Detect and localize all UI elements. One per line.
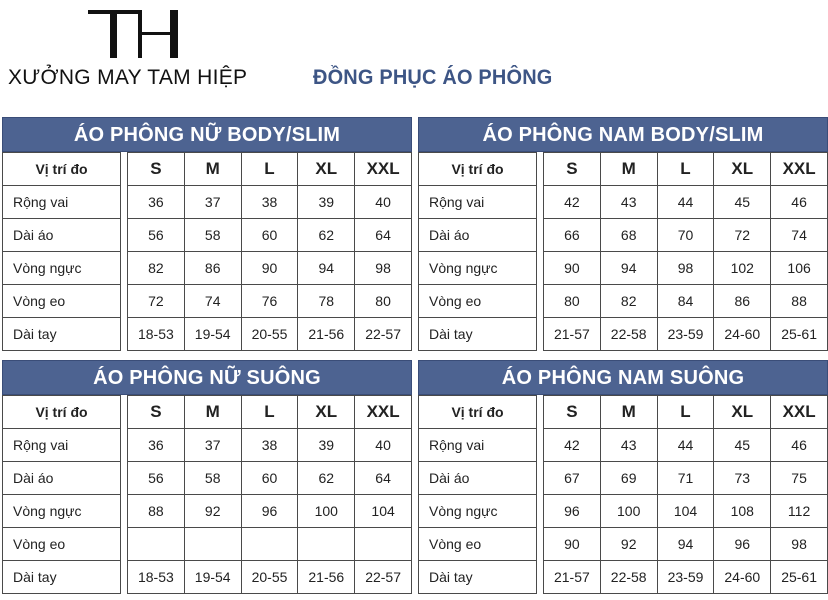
measurement-value [241,528,298,561]
size-header: L [241,153,298,186]
measurement-value: 96 [714,528,771,561]
measurement-value: 100 [600,495,657,528]
measurement-value: 94 [298,252,355,285]
measurement-value: 72 [128,285,185,318]
panel-men-body-slim [418,117,828,351]
size-header: XL [298,153,355,186]
measurement-value: 22-58 [600,318,657,351]
measurement-label: Dài tay [3,561,121,594]
measurement-value: 96 [544,495,601,528]
header-row [419,153,828,186]
measurement-label: Rộng vai [3,186,121,219]
measurement-label: Vòng ngực [3,495,121,528]
table-row [3,528,412,561]
spacer [121,153,128,186]
size-header: M [600,153,657,186]
measurement-value: 19-54 [184,561,241,594]
panel-women-loose [2,360,412,594]
measurement-value: 19-54 [184,318,241,351]
measurement-value: 74 [184,285,241,318]
measurement-value: 56 [128,219,185,252]
size-header: XXL [355,153,412,186]
measurement-value: 39 [298,429,355,462]
table-row [3,495,412,528]
measurement-value: 112 [771,495,828,528]
measurement-value: 78 [298,285,355,318]
size-header: S [128,153,185,186]
size-header: XL [714,153,771,186]
table-row [419,186,828,219]
header-row [3,396,412,429]
measurement-value: 36 [128,429,185,462]
table-row [419,495,828,528]
measurement-value: 40 [355,186,412,219]
spacer [537,561,544,594]
th-logo [86,8,182,60]
table-row [419,561,828,594]
measurement-value: 43 [600,429,657,462]
spacer [121,396,128,429]
measurement-value: 21-57 [544,561,601,594]
panel-title: ÁO PHÔNG NAM SUÔNG [418,360,828,395]
spacer [537,186,544,219]
measurement-value: 24-60 [714,318,771,351]
measurement-value: 98 [657,252,714,285]
spacer [537,153,544,186]
measurement-value: 60 [241,219,298,252]
spacer [121,186,128,219]
header-row [419,396,828,429]
measurement-value: 75 [771,462,828,495]
measurement-value: 22-57 [355,318,412,351]
measurement-value: 22-57 [355,561,412,594]
measurement-value: 18-53 [128,318,185,351]
table-row [419,252,828,285]
measurement-label: Vòng eo [3,285,121,318]
measurement-value: 58 [184,462,241,495]
panel-men-loose [418,360,828,594]
measurement-value: 94 [600,252,657,285]
measurement-value: 94 [657,528,714,561]
spacer [121,285,128,318]
table-row [419,285,828,318]
measurement-value: 64 [355,462,412,495]
measurement-label: Dài áo [3,462,121,495]
size-header: XXL [771,153,828,186]
measurement-value: 62 [298,462,355,495]
measurement-value: 64 [355,219,412,252]
measurement-value: 44 [657,429,714,462]
measurement-value: 22-58 [600,561,657,594]
size-header: S [128,396,185,429]
measurement-value: 104 [657,495,714,528]
measurement-value: 90 [544,252,601,285]
measurement-value: 90 [544,528,601,561]
measurement-value: 42 [544,429,601,462]
measurement-label: Dài áo [3,219,121,252]
panel-title: ÁO PHÔNG NAM BODY/SLIM [418,117,828,152]
spacer [537,396,544,429]
measurement-label: Dài áo [419,462,537,495]
size-header: XL [714,396,771,429]
measurement-label: Vòng eo [419,528,537,561]
measurement-label: Dài tay [419,561,537,594]
spacer [537,462,544,495]
size-header: XXL [355,396,412,429]
table-row [419,219,828,252]
measurement-value: 21-57 [544,318,601,351]
panel-title: ÁO PHÔNG NỮ SUÔNG [2,360,412,395]
measurement-value: 46 [771,186,828,219]
spacer [121,495,128,528]
measurement-value: 88 [128,495,185,528]
panel-women-body-slim [2,117,412,351]
position-header: Vị trí đo [3,153,121,186]
measurement-value [128,528,185,561]
table-row [3,252,412,285]
measurement-label: Dài áo [419,219,537,252]
table-row [3,219,412,252]
table-row [3,561,412,594]
measurement-value: 74 [771,219,828,252]
measurement-value: 90 [241,252,298,285]
measurement-value: 100 [298,495,355,528]
size-header: L [241,396,298,429]
measurement-value: 20-55 [241,318,298,351]
measurement-value: 84 [657,285,714,318]
measurement-value: 92 [184,495,241,528]
measurement-value: 88 [771,285,828,318]
measurement-value: 58 [184,219,241,252]
measurement-value: 71 [657,462,714,495]
size-header: S [544,396,601,429]
measurement-value: 45 [714,186,771,219]
table-row [3,318,412,351]
measurement-label: Rộng vai [419,429,537,462]
measurement-value: 45 [714,429,771,462]
measurement-value: 43 [600,186,657,219]
size-table [2,152,412,351]
measurement-label: Vòng eo [419,285,537,318]
measurement-value: 37 [184,186,241,219]
position-header: Vị trí đo [419,153,537,186]
measurement-value: 39 [298,186,355,219]
measurement-value: 104 [355,495,412,528]
measurement-value: 56 [128,462,185,495]
spacer [537,318,544,351]
brand-name: XƯỞNG MAY TAM HIỆP [8,66,248,89]
measurement-label: Rộng vai [3,429,121,462]
measurement-value: 37 [184,429,241,462]
size-header: L [657,396,714,429]
spacer [121,561,128,594]
header-row [3,153,412,186]
measurement-label: Vòng ngực [3,252,121,285]
spacer [121,462,128,495]
measurement-value: 72 [714,219,771,252]
size-table [418,152,828,351]
measurement-value: 25-61 [771,318,828,351]
measurement-value: 80 [544,285,601,318]
page-title: ĐỒNG PHỤC ÁO PHÔNG [313,66,553,89]
size-header: XL [298,396,355,429]
measurement-value: 23-59 [657,318,714,351]
spacer [121,318,128,351]
measurement-value: 80 [355,285,412,318]
panel-title: ÁO PHÔNG NỮ BODY/SLIM [2,117,412,152]
measurement-value: 96 [241,495,298,528]
measurement-value: 38 [241,429,298,462]
spacer [121,528,128,561]
table-row [419,429,828,462]
measurement-value [184,528,241,561]
measurement-value: 86 [714,285,771,318]
measurement-label: Rộng vai [419,186,537,219]
measurement-value: 82 [128,252,185,285]
measurement-value: 86 [184,252,241,285]
size-header: M [184,153,241,186]
measurement-value: 73 [714,462,771,495]
measurement-label: Vòng ngực [419,252,537,285]
spacer [121,429,128,462]
table-row [419,462,828,495]
table-row [419,528,828,561]
measurement-value: 106 [771,252,828,285]
measurement-value: 108 [714,495,771,528]
spacer [537,219,544,252]
measurement-value: 98 [771,528,828,561]
measurement-value: 46 [771,429,828,462]
measurement-label: Dài tay [419,318,537,351]
size-header: XXL [771,396,828,429]
table-row [3,186,412,219]
measurement-value: 24-60 [714,561,771,594]
spacer [537,528,544,561]
spacer [121,219,128,252]
measurement-value: 102 [714,252,771,285]
measurement-value: 42 [544,186,601,219]
spacer [537,495,544,528]
measurement-value: 70 [657,219,714,252]
size-header: L [657,153,714,186]
size-table [418,395,828,594]
measurement-value: 67 [544,462,601,495]
position-header: Vị trí đo [3,396,121,429]
measurement-value: 60 [241,462,298,495]
measurement-value: 36 [128,186,185,219]
measurement-value: 76 [241,285,298,318]
table-row [3,462,412,495]
measurement-value: 18-53 [128,561,185,594]
size-header: S [544,153,601,186]
size-header: M [600,396,657,429]
spacer [537,429,544,462]
table-row [419,318,828,351]
measurement-value: 25-61 [771,561,828,594]
measurement-value: 40 [355,429,412,462]
measurement-value: 82 [600,285,657,318]
spacer [121,252,128,285]
measurement-value: 62 [298,219,355,252]
measurement-value [355,528,412,561]
measurement-label: Dài tay [3,318,121,351]
measurement-value: 92 [600,528,657,561]
size-header: M [184,396,241,429]
table-row [3,285,412,318]
spacer [537,252,544,285]
measurement-value: 98 [355,252,412,285]
measurement-value [298,528,355,561]
measurement-value: 21-56 [298,318,355,351]
measurement-label: Vòng ngực [419,495,537,528]
spacer [537,285,544,318]
size-table [2,395,412,594]
measurement-value: 20-55 [241,561,298,594]
measurement-value: 21-56 [298,561,355,594]
measurement-value: 68 [600,219,657,252]
measurement-value: 44 [657,186,714,219]
measurement-value: 38 [241,186,298,219]
measurement-value: 23-59 [657,561,714,594]
position-header: Vị trí đo [419,396,537,429]
table-row [3,429,412,462]
measurement-value: 69 [600,462,657,495]
measurement-label: Vòng eo [3,528,121,561]
measurement-value: 66 [544,219,601,252]
